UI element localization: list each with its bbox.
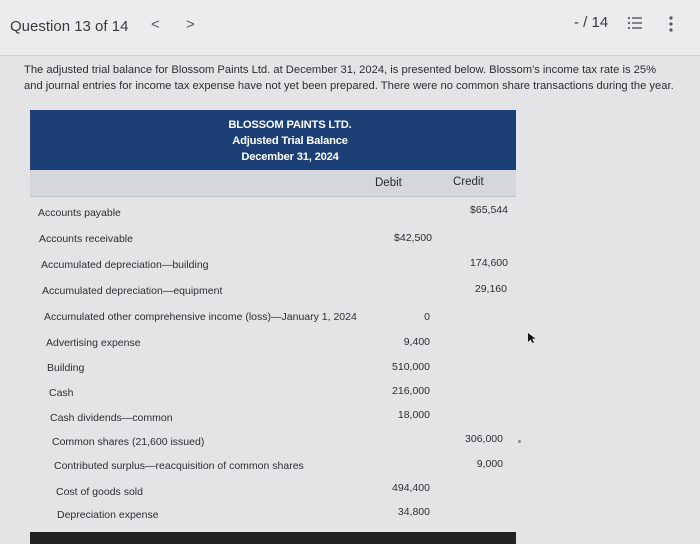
- debit-value: 510,000: [392, 361, 430, 373]
- statement-date: December 31, 2024: [241, 151, 339, 163]
- credit-value: $65,544: [470, 204, 508, 216]
- more-vertical-icon[interactable]: [668, 15, 674, 33]
- account-label: Advertising expense: [46, 337, 141, 349]
- account-label: Accumulated other comprehensive income (loss)—January 1, 2024: [44, 311, 357, 323]
- account-label: Depreciation expense: [57, 509, 159, 521]
- debit-value: 34,800: [397, 506, 430, 518]
- account-label: Cash: [49, 387, 74, 399]
- debit-value: 0: [424, 311, 430, 323]
- stray-mark: [518, 440, 521, 443]
- screen-bottom-edge: [30, 532, 516, 544]
- credit-value: 174,600: [470, 257, 508, 269]
- account-label: Accumulated depreciation—building: [41, 259, 209, 271]
- account-label: Building: [47, 362, 85, 374]
- credit-column-header: Credit: [453, 176, 484, 188]
- statement-title: Adjusted Trial Balance: [232, 135, 348, 147]
- debit-value: 18,000: [397, 409, 430, 421]
- company-name: BLOSSOM PAINTS LTD.: [228, 119, 352, 131]
- debit-value: 9,400: [403, 336, 430, 348]
- account-label: Common shares (21,600 issued): [52, 436, 205, 448]
- account-label: Accumulated depreciation—equipment: [42, 285, 223, 297]
- column-header-row: [30, 170, 516, 197]
- next-question-button[interactable]: >: [186, 16, 195, 33]
- trial-balance-header: [30, 110, 516, 170]
- credit-value: 29,160: [474, 283, 507, 295]
- previous-question-button[interactable]: <: [151, 16, 160, 33]
- debit-column-header: Debit: [375, 177, 402, 189]
- debit-value: 494,400: [392, 482, 430, 494]
- top-bar: [0, 0, 700, 56]
- credit-value: 9,000: [476, 458, 503, 470]
- debit-value: $42,500: [394, 232, 432, 244]
- credit-value: 306,000: [465, 433, 503, 445]
- account-label: Accounts payable: [38, 207, 121, 219]
- account-label: Cost of goods sold: [56, 486, 143, 498]
- debit-value: 216,000: [392, 385, 430, 397]
- account-label: Accounts receivable: [39, 233, 133, 245]
- score-display: - / 14: [574, 14, 609, 31]
- account-label: Cash dividends—common: [50, 412, 173, 424]
- mouse-cursor-icon: [527, 332, 537, 344]
- list-icon[interactable]: [627, 15, 643, 31]
- question-counter: Question 13 of 14: [10, 18, 129, 35]
- account-label: Contributed surplus—reacquisition of common shares: [54, 460, 304, 472]
- question-prompt: The adjusted trial balance for Blossom Paints Ltd. at December 31, 2024, is presented below. Blossom's income tax rate is 25% and journal entries for income tax expense have not yet been prepared. There were no common share transactions during the year.: [24, 64, 674, 92]
